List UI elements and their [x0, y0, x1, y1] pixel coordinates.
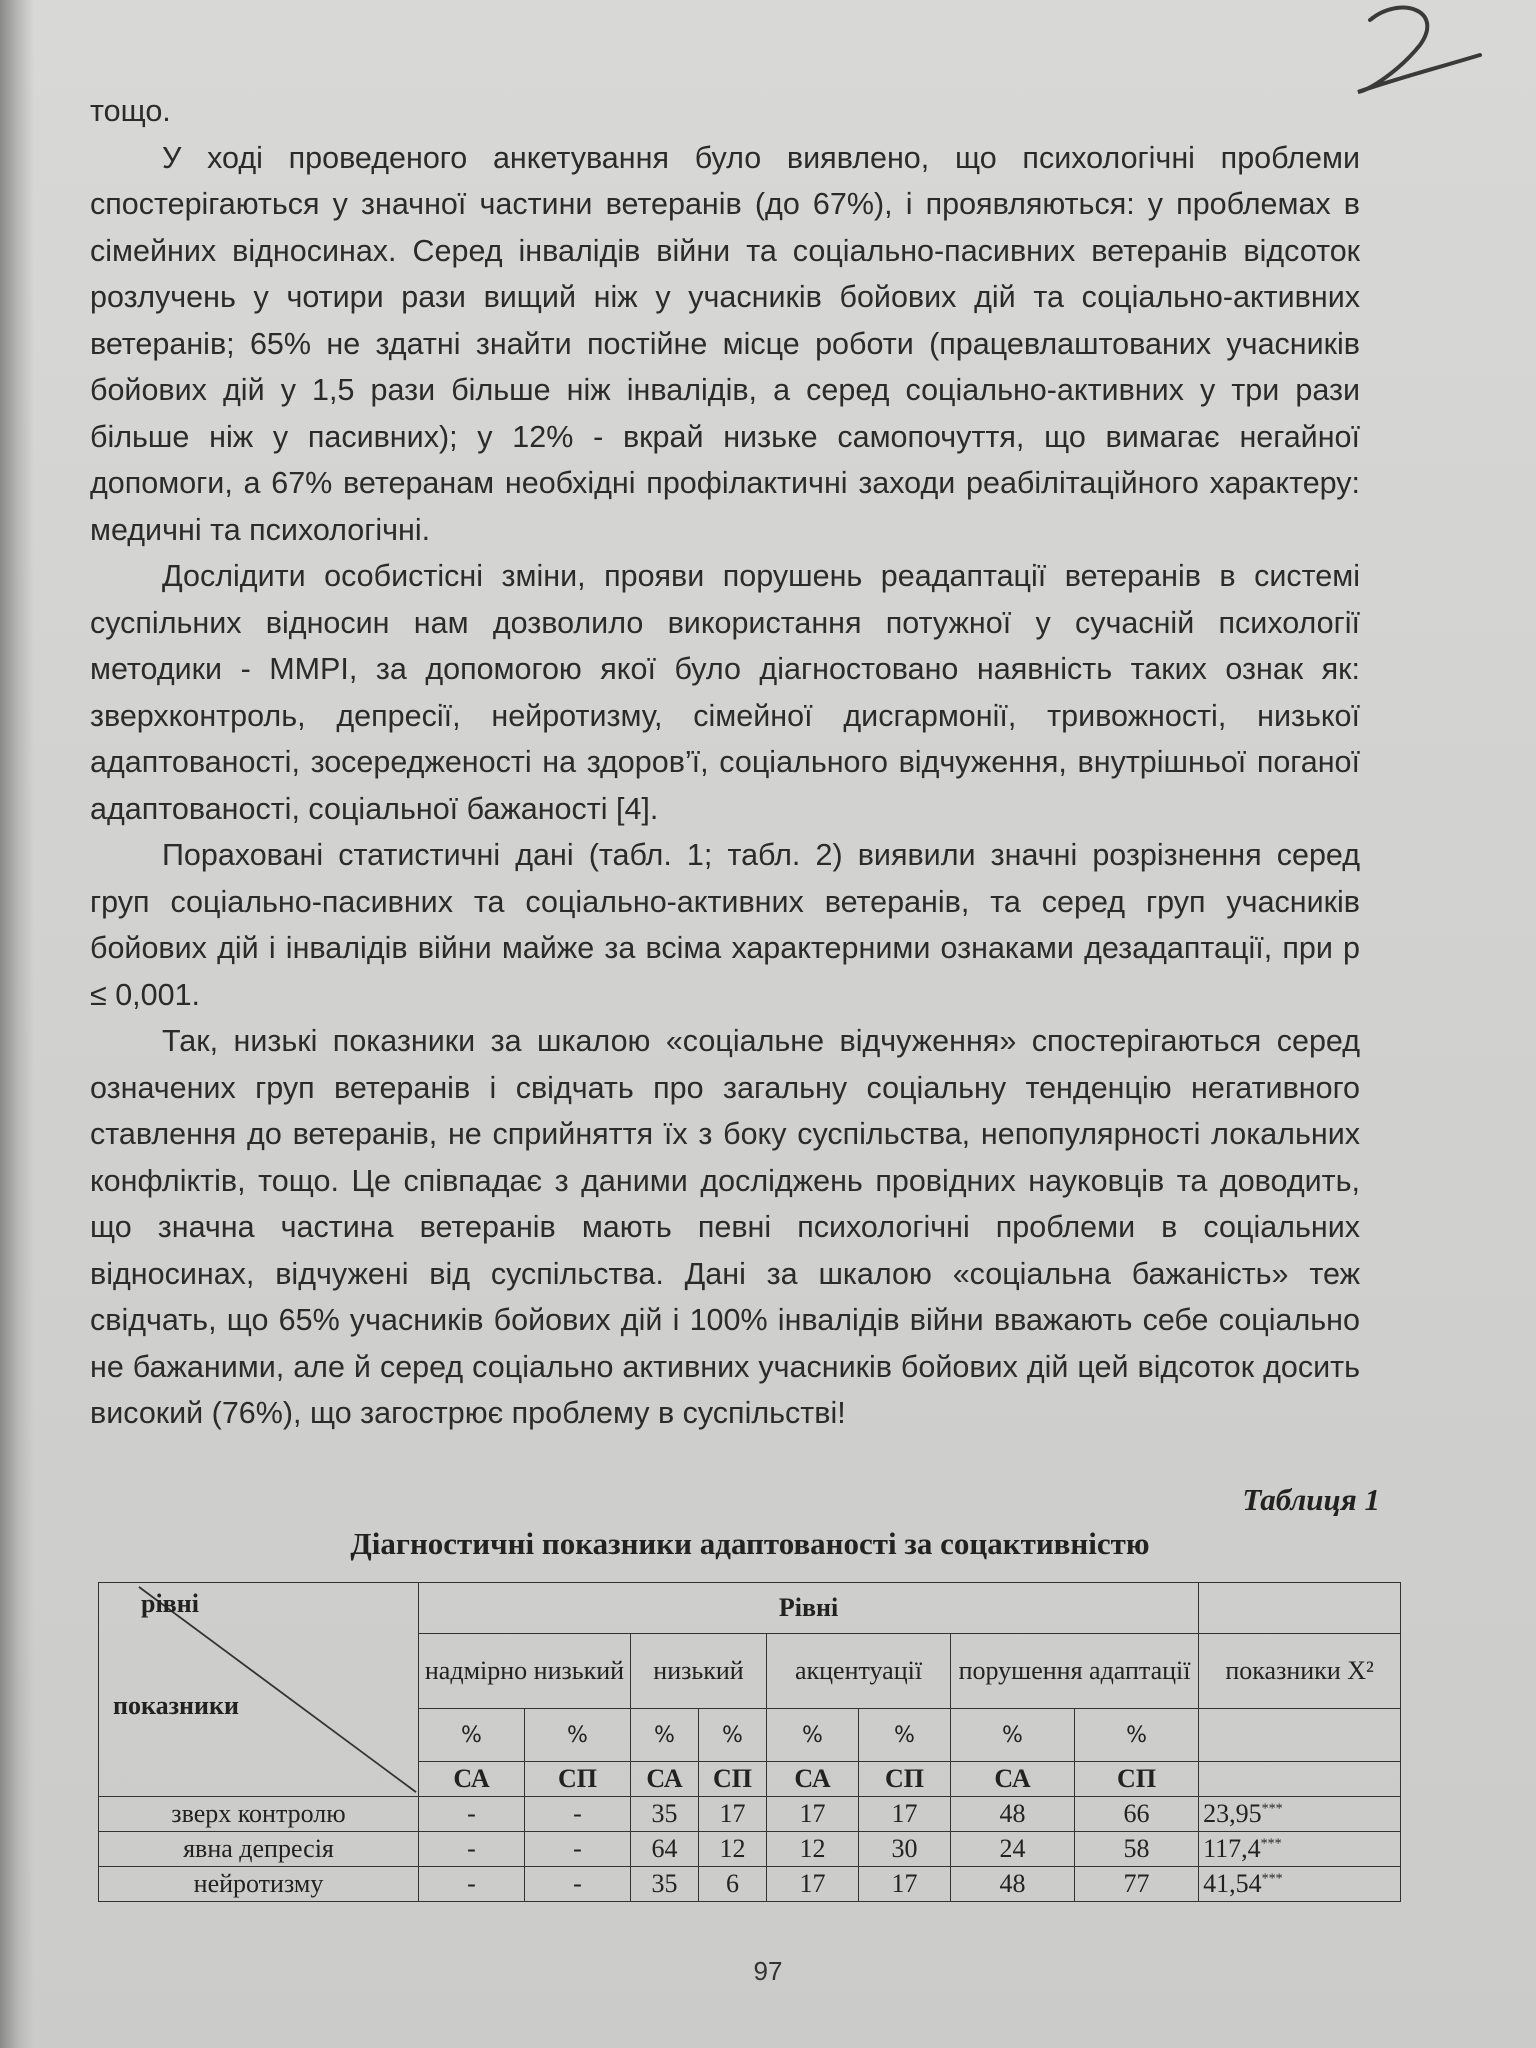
table-cell: - — [419, 1797, 525, 1832]
chi-value: 23,95 — [1203, 1799, 1262, 1828]
percent-cell: % — [1075, 1709, 1199, 1762]
table-cell: 12 — [767, 1832, 859, 1867]
corner-label-levels: рівні — [141, 1589, 199, 1618]
percent-cell: % — [525, 1709, 631, 1762]
subcol-header: СП — [859, 1762, 951, 1797]
empty-header-cell — [1199, 1583, 1401, 1634]
table-cell: 48 — [951, 1867, 1075, 1902]
percent-cell: % — [419, 1709, 525, 1762]
empty-header-cell — [1199, 1709, 1401, 1762]
significance-mark: *** — [1260, 1836, 1282, 1852]
subcol-header: СП — [1075, 1762, 1199, 1797]
table-row — [99, 1867, 1401, 1902]
table-cell: 64 — [631, 1832, 699, 1867]
group-header-accentuation: акцентуації — [767, 1634, 951, 1709]
handwritten-page-mark — [1340, 0, 1500, 110]
paragraph-statistics: Пораховані статистичні дані (табл. 1; табл. 2) виявили значні розрізнення серед груп соціально-пасивних та соціально-активних ветеранів, та серед груп учасників бойових дій і інвалідів війни майже за всіма характерними ознаками дезадаптації, при p ≤ 0,001. — [90, 838, 1360, 1012]
table-container — [98, 1582, 1400, 1902]
subcol-header: СА — [419, 1762, 525, 1797]
corner-label-indicators: показники — [113, 1691, 239, 1720]
percent-cell: % — [859, 1709, 951, 1762]
subcol-header: СА — [631, 1762, 699, 1797]
page-number: 97 — [753, 1956, 783, 1986]
table-cell: 17 — [767, 1797, 859, 1832]
table-cell: 17 — [767, 1867, 859, 1902]
table-row — [99, 1832, 1401, 1867]
group-header-maladaptation: порушення адаптації — [951, 1634, 1199, 1709]
group-header-very-low: надмірно низький — [419, 1634, 631, 1709]
paragraph-mmpi-method: Дослідити особистісні зміни, прояви порушень реадаптації ветеранів в системі суспільних відносин нам дозволило використання потужної у сучасній психології методики - MMPI, за допомогою якої було діагностовано наявність таких ознак як: зверхконтроль, депресії, нейротизму, сімейної дисгармонії, тривожності, низької адаптованості, зосередженості на здоров’ї, соціального відчуження, внутрішньої поганої адаптованості, соціальної бажаності [4]. — [90, 559, 1360, 826]
table-cell: 17 — [859, 1797, 951, 1832]
chi-square-cell — [1199, 1867, 1401, 1902]
chi-square-cell — [1199, 1832, 1401, 1867]
significance-mark: *** — [1261, 1801, 1283, 1817]
chi-value: 41,54 — [1203, 1869, 1262, 1898]
group-header-low: низький — [631, 1634, 767, 1709]
table-cell: 48 — [951, 1797, 1075, 1832]
table-cell: 77 — [1075, 1867, 1199, 1902]
diagnostic-table — [98, 1582, 1401, 1902]
table-cell: 66 — [1075, 1797, 1199, 1832]
chi-value: 117,4 — [1203, 1834, 1261, 1863]
subcol-header: СП — [525, 1762, 631, 1797]
paragraph-survey-results: У ході проведеного анкетування було виявлено, що психологічні проблеми спостерігаються у значної частини ветеранів (до 67%), і проявляються: у проблемах в сімейних відносинах. Серед інвалідів війни та соціально-пасивних ветеранів відсоток розлучень у чотири рази вищий ніж у учасників бойових дій та соціально-активних ветеранів; 65% не здатні знайти постійне місце роботи (працевлаштованих учасників бойових дій у 1,5 рази більше ніж інвалідів, а серед соціально-активних у три рази більше ніж у пасивних); у 12% - вкрай низьке самопочуття, що вимагає негайної допомоги, а 67% ветеранам необхідні профілактичні заходи реабілітаційного характеру: медичні та психологічні. — [90, 140, 1360, 547]
row-label: нейротизму — [99, 1867, 419, 1902]
levels-header: Рівні — [419, 1583, 1199, 1634]
table-cell: - — [419, 1832, 525, 1867]
paragraph-lead: тощо. — [90, 94, 171, 128]
table-row — [99, 1797, 1401, 1832]
table-cell: - — [419, 1867, 525, 1902]
subcol-header: СА — [951, 1762, 1075, 1797]
table-caption: Таблиця 1 — [1242, 1482, 1380, 1517]
percent-cell: % — [699, 1709, 767, 1762]
row-label: зверх контролю — [99, 1797, 419, 1832]
table-cell: 58 — [1075, 1832, 1199, 1867]
table-title: Діагностичні показники адаптованості за соцактивністю — [350, 1526, 1150, 1561]
group-header-chi-square: показники Х² — [1199, 1634, 1401, 1709]
table-cell: 6 — [699, 1867, 767, 1902]
chi-square-cell — [1199, 1797, 1401, 1832]
table-cell: 30 — [859, 1832, 951, 1867]
significance-mark: *** — [1261, 1871, 1283, 1887]
empty-header-cell — [1199, 1762, 1401, 1797]
table-cell: 17 — [859, 1867, 951, 1902]
table-cell: 17 — [699, 1797, 767, 1832]
percent-cell: % — [767, 1709, 859, 1762]
percent-cell: % — [951, 1709, 1075, 1762]
percent-cell: % — [631, 1709, 699, 1762]
table-cell: - — [525, 1867, 631, 1902]
row-label: явна депресія — [99, 1832, 419, 1867]
subcol-header: СП — [699, 1762, 767, 1797]
table-cell: - — [525, 1832, 631, 1867]
table-cell: 12 — [699, 1832, 767, 1867]
paragraph-social-alienation: Так, низькі показники за шкалою «соціальне відчуження» спостерігаються серед означених груп ветеранів і свідчать про загальну соціальну тенденцію негативного ставлення до ветеранів, не сприйняття їх з боку суспільства, непопулярності локальних конфліктів, тощо. Це співпадає з даними досліджень провідних науковців та доводить, що значна частина ветеранів мають певні психологічні проблеми в соціальних відносинах, відчужені від суспільства. Дані за шкалою «соціальна бажаність» теж свідчать, що 65% учасників бойових дій і 100% інвалідів війни вважають себе соціально не бажаними, але й серед соціально активних учасників бойових дій цей відсоток досить високий (76%), що загострює проблему в суспільстві! — [90, 1024, 1360, 1430]
table-cell: 35 — [631, 1797, 699, 1832]
table-cell: 35 — [631, 1867, 699, 1902]
corner-header-cell — [99, 1583, 419, 1797]
subcol-header: СА — [767, 1762, 859, 1797]
header-row-levels — [99, 1583, 1401, 1634]
table-cell: 24 — [951, 1832, 1075, 1867]
body-text — [90, 88, 1360, 1437]
table-cell: - — [525, 1797, 631, 1832]
